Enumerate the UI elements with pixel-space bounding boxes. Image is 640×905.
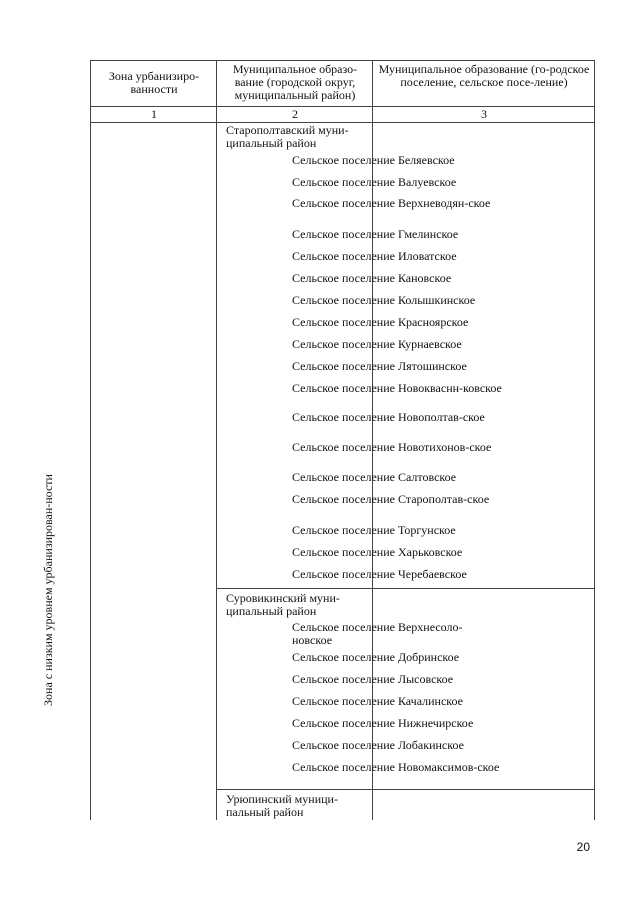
header-settlement: Муниципальное образование (го-родское поселение, сельское посе-ление) <box>378 62 590 89</box>
settlement-item: Сельское поселение Торгунское <box>292 523 456 537</box>
settlement-item: Сельское поселение Добринское <box>292 650 460 664</box>
settlement-item: Сельское поселение Лысовское <box>292 672 454 686</box>
settlement-item: Сельское поселение Лобакинское <box>292 738 464 752</box>
district-divider-2 <box>216 789 595 790</box>
page-number: 20 <box>576 840 590 854</box>
district-name: Суровикинский муни-ципальный район <box>226 591 340 618</box>
settlement-item: Сельское поселение Новотихонов-ское <box>292 440 492 454</box>
zone-label: Зона с низким уровнем урбанизирован-ности <box>41 474 55 706</box>
table-border-top <box>90 60 595 61</box>
district-divider-1 <box>216 588 595 589</box>
settlement-item: Сельское поселение Красноярское <box>292 315 469 329</box>
header-divider <box>90 106 595 107</box>
col-number-2: 2 <box>292 107 298 121</box>
settlement-item: Сельское поселение Валуевское <box>292 175 457 189</box>
settlement-item: Сельское поселение Черебаевское <box>292 567 467 581</box>
settlement-item: Сельское поселение Новомаксимов-ское <box>292 760 500 774</box>
settlement-item: Сельское поселение Кановское <box>292 271 452 285</box>
settlement-item: Сельское поселение Качалинское <box>292 694 463 708</box>
column-divider-1 <box>216 60 217 820</box>
settlement-item: Сельское поселение Иловатское <box>292 249 457 263</box>
settlement-item: Сельское поселение Беляевское <box>292 153 455 167</box>
table-border-right <box>594 60 595 820</box>
header-municipality: Муниципальное образо-вание (городской округ, муниципальный район) <box>232 62 358 102</box>
settlement-item: Сельское поселение Лятошинское <box>292 359 467 373</box>
settlement-item: Сельское поселение Верхнесоло-новское <box>292 620 463 647</box>
district-name: Старополтавский муни-ципальный район <box>226 123 349 150</box>
settlement-item: Сельское поселение Салтовское <box>292 470 457 484</box>
settlement-item: Сельское поселение Верхневодян-ское <box>292 196 491 210</box>
district-name: Урюпинский муници-пальный район <box>226 792 338 819</box>
settlement-item: Сельское поселение Старополтав-ское <box>292 492 490 506</box>
settlement-item: Сельское поселение Курнаевское <box>292 337 462 351</box>
settlement-item: Сельское поселение Колышкинское <box>292 293 476 307</box>
settlement-item: Сельское поселение Гмелинское <box>292 227 459 241</box>
settlement-item: Сельское поселение Нижнечирское <box>292 716 474 730</box>
table-border-left <box>90 60 91 820</box>
settlement-item: Сельское поселение Новокваснн-ковское <box>292 381 502 395</box>
col-number-3: 3 <box>481 107 487 121</box>
header-zone: Зона урбанизиро-ванности <box>108 69 200 96</box>
settlement-item: Сельское поселение Харьковское <box>292 545 463 559</box>
col-number-1: 1 <box>151 107 157 121</box>
settlement-item: Сельское поселение Новополтав-ское <box>292 410 485 424</box>
